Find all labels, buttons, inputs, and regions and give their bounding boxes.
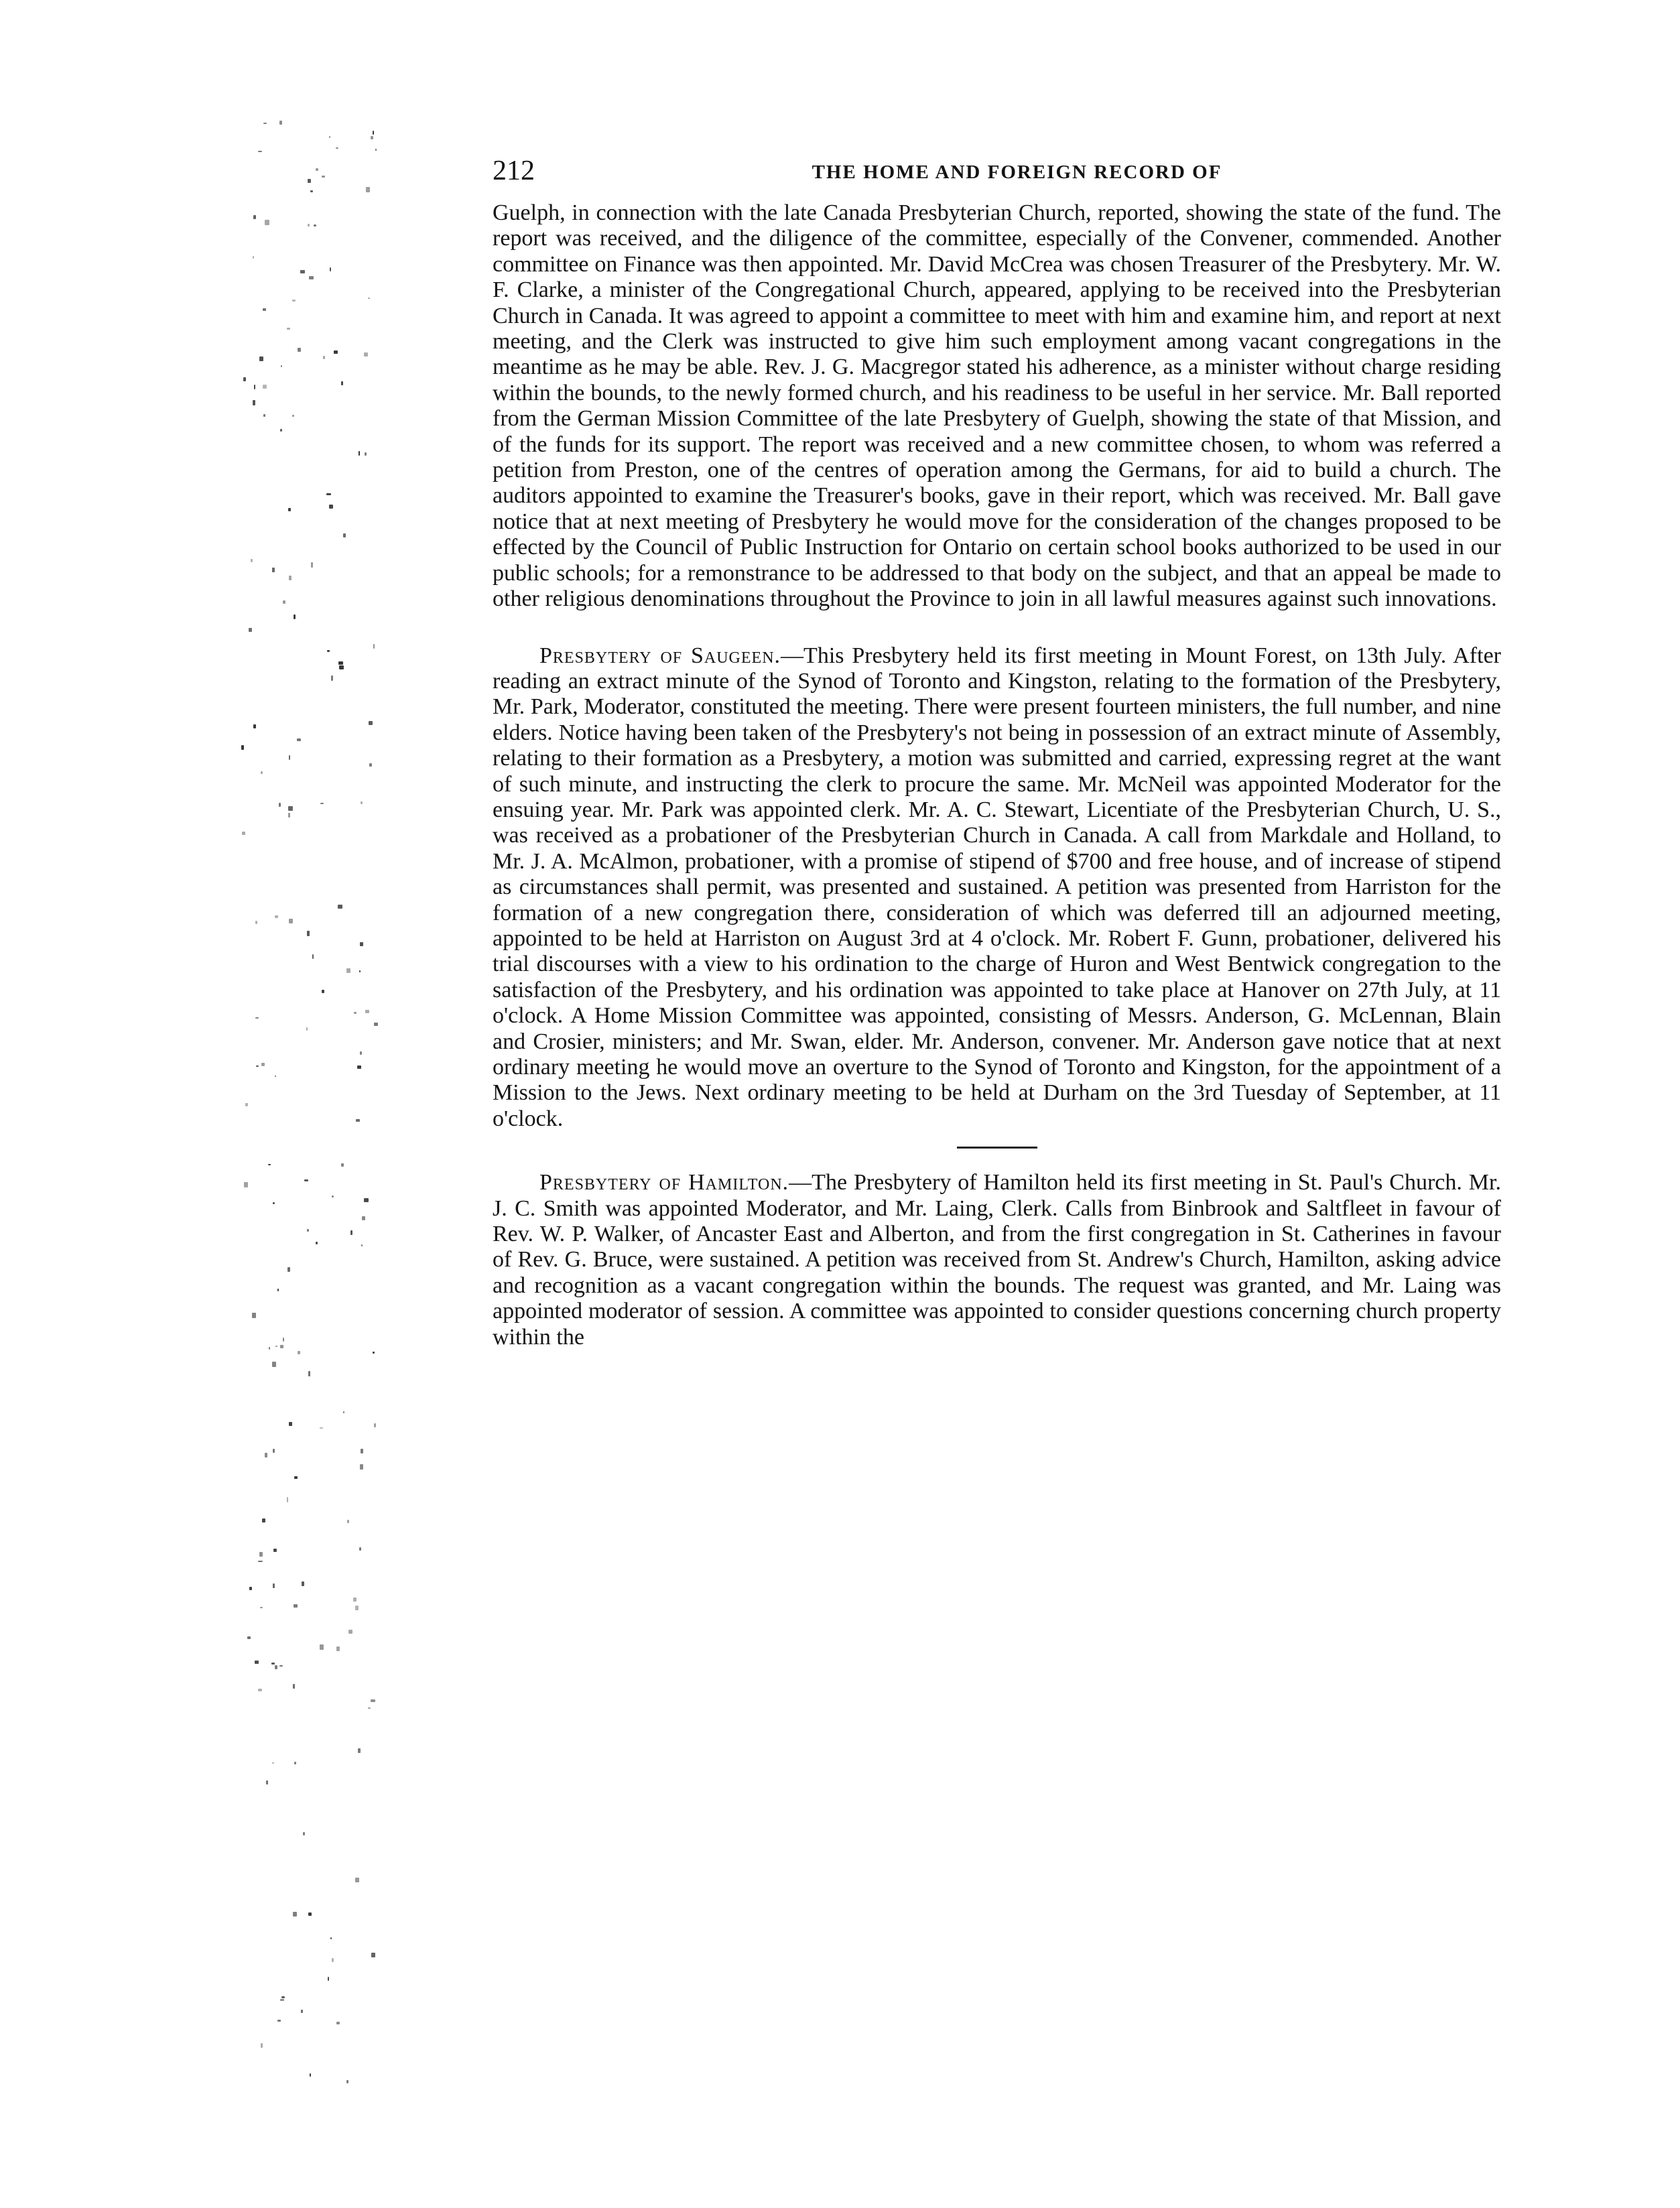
scan-speck (245, 1103, 248, 1106)
scan-speck (243, 377, 246, 381)
scan-speck (275, 1665, 277, 1669)
scan-speck (302, 1581, 304, 1587)
scan-speck (269, 1347, 271, 1350)
scan-speck (255, 1017, 259, 1019)
scan-speck (322, 990, 324, 993)
scan-speck (308, 1371, 310, 1376)
scan-speck (298, 348, 301, 352)
scan-speck (249, 628, 251, 631)
scan-speck (322, 176, 325, 178)
scan-speck (275, 915, 278, 918)
scan-speck (332, 1958, 334, 1963)
scan-speck (289, 919, 292, 923)
scan-speck (287, 1267, 290, 1272)
scan-speck (330, 267, 331, 271)
scan-speck (303, 1832, 305, 1835)
scan-speck (293, 1684, 295, 1689)
scan-speck (253, 400, 255, 405)
scan-speck (273, 1583, 275, 1588)
scan-speck (254, 385, 255, 389)
scan-speck (280, 429, 282, 432)
scan-speck (258, 1561, 262, 1562)
scan-speck (258, 151, 262, 152)
scan-speck (359, 970, 361, 972)
page-header (493, 151, 1501, 191)
scan-speck (260, 1607, 263, 1608)
scan-speck (312, 954, 314, 959)
scan-speck (251, 559, 253, 562)
scan-speck (361, 801, 363, 803)
scan-speck (255, 1661, 259, 1663)
scan-speck (301, 2010, 303, 2013)
scan-margin-noise (0, 0, 429, 2208)
scan-speck (258, 1689, 262, 1691)
scan-speck (289, 755, 291, 761)
section-title-hamilton: Presbytery of Hamilton. (539, 1170, 789, 1195)
scan-speck (348, 1630, 352, 1634)
scan-speck (341, 1163, 344, 1167)
scan-speck (359, 451, 360, 456)
scan-speck (358, 1748, 361, 1753)
scan-speck (355, 1878, 359, 1882)
scan-speck (277, 1289, 279, 1291)
scan-speck (336, 1646, 340, 1650)
scan-speck (307, 1229, 309, 1231)
scan-speck (320, 1427, 322, 1429)
scan-speck (259, 1552, 263, 1557)
scan-speck (275, 1076, 276, 1078)
scan-speck (375, 149, 377, 151)
scan-speck (261, 771, 263, 774)
scan-speck (273, 1202, 275, 1204)
scan-speck (242, 832, 245, 835)
scan-speck (308, 1912, 312, 1916)
scan-speck (253, 724, 256, 728)
running-title: THE HOME AND FOREIGN RECORD OF (812, 161, 1222, 183)
scan-speck (279, 803, 281, 807)
scan-speck (283, 1338, 284, 1342)
scan-speck (336, 2022, 340, 2024)
scan-speck (356, 1119, 360, 1122)
scan-speck (280, 1345, 283, 1348)
scan-speck (294, 1604, 298, 1608)
scan-speck (300, 270, 305, 273)
scan-speck (374, 1423, 376, 1427)
scan-speck (294, 614, 296, 620)
scan-speck (346, 968, 350, 973)
scan-speck (279, 121, 282, 125)
scan-speck (244, 1182, 248, 1187)
scan-speck (265, 220, 269, 225)
scan-speck (279, 1665, 283, 1667)
scan-speck (261, 2043, 262, 2048)
scan-speck (320, 1644, 324, 1649)
scan-speck (373, 1352, 375, 1354)
scan-speck (327, 650, 330, 651)
scan-speck (273, 1449, 275, 1452)
paragraph-body-hamilton: —The Presbytery of Hamilton held its first meeting in St. Paul's Church. Mr. J. C. Smith was appointed Moderator, and Mr. Laing, Clerk. Calls from Binbrook and Saltfleet in favour of Rev. W. P. Walker, of Ancaster East and Alberton, and from the first congregation in St. Catherines in favour of Rev. G. Bruce, were sustained. A petition was received from St. Andrew's Church, Hamilton, asking advice and recognition as a vacant congregation within the bounds. The request was granted, and Mr. Laing was appointed moderator of session. A committee was appointed to consider questions concerning church property within the (493, 1170, 1501, 1350)
scan-speck (355, 1606, 359, 1610)
scan-speck (271, 1663, 275, 1665)
scan-speck (326, 493, 331, 495)
scan-speck (368, 298, 371, 299)
scan-speck (329, 505, 333, 509)
scan-speck (369, 721, 373, 725)
scan-speck (266, 1780, 268, 1784)
scan-speck (308, 179, 311, 183)
scan-speck (371, 136, 373, 139)
scan-speck (311, 562, 313, 567)
scan-speck (359, 1547, 361, 1550)
scan-speck (350, 1230, 352, 1235)
scan-speck (281, 365, 283, 367)
scan-speck (364, 1198, 369, 1202)
scan-speck (294, 1476, 298, 1479)
scan-speck (306, 1027, 308, 1031)
scan-speck (293, 1912, 296, 1917)
scan-speck (314, 224, 316, 226)
scan-speck (281, 1996, 285, 1998)
scan-speck (292, 415, 295, 417)
scan-speck (298, 1351, 300, 1354)
scan-speck (332, 1195, 334, 1197)
scan-speck (371, 1953, 375, 1957)
scan-speck (316, 168, 318, 171)
scan-speck (263, 385, 267, 389)
scan-speck (253, 215, 256, 219)
scan-speck (362, 1216, 365, 1221)
scan-speck (268, 1164, 271, 1165)
scan-speck (255, 921, 257, 923)
scan-speck (272, 568, 275, 572)
scan-speck (365, 452, 367, 456)
section-gap (493, 612, 1501, 643)
scan-speck (288, 508, 291, 511)
scan-speck (253, 256, 255, 259)
scan-speck (316, 1242, 318, 1244)
scan-speck (252, 1313, 256, 1318)
scan-speck (259, 356, 263, 361)
scan-speck (289, 1422, 292, 1427)
scan-speck (289, 576, 291, 580)
scan-speck (364, 352, 368, 356)
scan-speck (361, 1449, 363, 1453)
scan-speck (338, 905, 342, 909)
page-number: 212 (493, 155, 535, 186)
scan-speck (329, 136, 330, 138)
scan-speck (308, 224, 310, 227)
paragraph-presbytery-of-hamilton (493, 1170, 1501, 1350)
scan-speck (323, 356, 325, 359)
section-title-saugeen: Presbytery of Saugeen. (539, 643, 781, 668)
scan-speck (361, 1244, 363, 1246)
scan-speck (287, 328, 290, 330)
scan-speck (360, 1051, 362, 1055)
scan-speck (263, 308, 266, 311)
scan-speck (307, 931, 310, 936)
document-page (493, 151, 1501, 1350)
scan-speck (241, 745, 244, 750)
scan-speck (360, 1464, 364, 1469)
scan-speck (256, 1065, 259, 1067)
scan-speck (334, 350, 338, 354)
scan-speck (366, 187, 370, 192)
scan-speck (263, 414, 265, 417)
scan-speck (331, 675, 333, 681)
scan-speck (261, 1063, 265, 1066)
scan-speck (265, 1453, 267, 1457)
scan-speck (369, 763, 372, 767)
scan-speck (360, 942, 363, 946)
scan-speck (310, 190, 313, 192)
scan-speck (277, 2020, 280, 2022)
scan-speck (373, 644, 375, 649)
paragraph-body-saugeen: —This Presbytery held its first meeting in Mount Forest, on 13th July. After reading an extract minute of the Synod of Toronto and Kingston, relating to the formation of the Presbytery, Mr. Park, Moderator, constituted the meeting. There were present fourteen ministers, the full number, and nine elders. Notice having been taken of the Presbytery's not being in possession of an extract minute of Assembly, relating to their formation as a Presbytery, a motion was submitted and carried, expressing regret at the want of such minute, and instructing the clerk to procure the same. Mr. McNeil was appointed Moderator for the ensuing year. Mr. Park was appointed clerk. Mr. A. C. Stewart, Licentiate of the Presbyterian Church, U. S., was received as a probationer of the Presbyterian Church in Canada. A call from Markdale and Holland, to Mr. J. A. McAlmon, probationer, with a promise of stipend of $700 and free house, and of increase of stipend as circumstances shall permit, was presented and sustained. A petition was presented from Harriston for the formation of a new congregation there, consideration of which was deferred till an adjourned meeting, appointed to be held at Harriston on August 3rd at 4 o'clock. Mr. Robert F. Gunn, probationer, delivered his trial discourses with a view to his ordination to the charge of Huron and West Bentwick congregation to the satisfaction of the Presbytery, and his ordination was appointed to take place at Hanover on 27th July, at 11 o'clock. A Home Mission Committee was appointed, consisting of Messrs. Anderson, G. McLennan, Blain and Crosier, ministers; and Mr. Swan, elder. Mr. Anderson, convener. Mr. Anderson gave notice that at next ordinary meeting he would move an overture to the Synod of Toronto and Kingston, for the appointment of a Mission to the Jews. Next ordinary meeting to be held at Durham on the 3rd Tuesday of September, at 11 o'clock. (493, 643, 1501, 1131)
scan-speck (262, 1518, 265, 1522)
scan-speck (346, 2080, 348, 2083)
scan-speck (287, 1497, 288, 1502)
scan-speck (336, 147, 338, 149)
scan-speck (330, 1937, 332, 1939)
scan-speck (310, 2073, 311, 2077)
scan-speck (283, 600, 286, 604)
scan-speck (341, 381, 343, 386)
scan-speck (357, 1065, 361, 1069)
scan-speck (320, 803, 324, 805)
scan-speck (373, 131, 374, 135)
scan-speck (309, 276, 313, 280)
scan-speck (263, 123, 267, 125)
scan-speck (343, 1411, 345, 1413)
scan-speck (247, 1636, 250, 1638)
scan-speck (338, 661, 343, 665)
scan-speck (354, 1012, 357, 1015)
scan-speck (288, 806, 293, 811)
scan-speck (249, 1587, 252, 1590)
scan-speck (272, 1762, 274, 1764)
scan-speck (292, 300, 296, 302)
section-divider (957, 1147, 1037, 1149)
scan-speck (272, 1362, 276, 1367)
paragraph-guelph-continued: Guelph, in connection with the late Canada Presbyterian Church, reported, showing the state of the fund. The report was received, and the diligence of the committee, especially of the Convener, commended. Another committee on Finance was then appointed. Mr. David McCrea was chosen Treasurer of the Presbytery. Mr. W. F. Clarke, a minister of the Congregational Church, appeared, applying to be received into the Presbyterian Church in Canada. It was agreed to appoint a committee to meet with him and examine him, and report at next meeting, and the Clerk was instructed to give him such employment among vacant congregations in the meantime as he may be able. Rev. J. G. Macgregor stated his adherence, as a minister without charge residing within the bounds, to the newly formed church, and his readiness to be useful in her service. Mr. Ball reported from the German Mission Committee of the late Presbytery of Guelph, showing the state of that Mission, and of the funds for its support. The report was received and a new committee chosen, to whom was referred a petition from Preston, one of the centres of operation among the Germans, for aid to build a church. The auditors appointed to examine the Treasurer's books, gave in their report, which was received. Mr. Ball gave notice that at next meeting of Presbytery he would move for the consideration of the changes proposed to be effected by the Council of Public Instruction for Ontario on certain school books authorized to be used in our public schools; for a remonstrance to be addressed to that body on the subject, and that an appeal be made to other religious denominations throughout the Province to join in all lawful measures against such innovations. (493, 200, 1501, 612)
scan-speck (347, 1520, 349, 1524)
scan-speck (339, 665, 344, 669)
scan-speck (365, 1010, 369, 1013)
scan-speck (374, 1023, 378, 1027)
scan-speck (297, 738, 301, 742)
scan-speck (275, 1346, 277, 1347)
scan-speck (294, 1762, 296, 1764)
scan-speck (328, 1977, 329, 1981)
scan-speck (343, 533, 346, 537)
scan-speck (273, 1549, 277, 1551)
scan-speck (353, 1598, 357, 1602)
scan-speck (304, 1179, 308, 1181)
scan-speck (288, 813, 289, 818)
scan-speck (371, 1699, 375, 1701)
scan-speck (280, 1999, 284, 2001)
paragraph-presbytery-of-saugeen (493, 643, 1501, 1132)
scan-speck (368, 1707, 371, 1709)
